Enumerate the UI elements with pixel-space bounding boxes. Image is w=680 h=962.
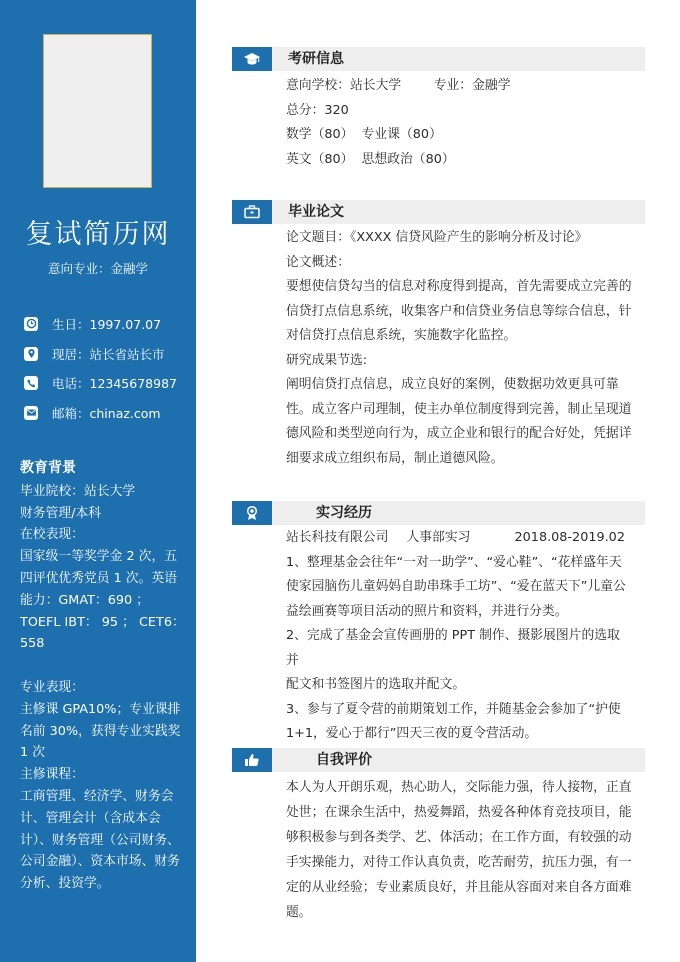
kaoyan-line: 意向学校：站长大学 专业：金融学 <box>286 78 511 93</box>
self-line: 手实操能力，对待工作认真负责，吃苦耐劳，抗压力强，有一 <box>286 855 632 870</box>
intern-content <box>286 526 632 747</box>
candidate-name: 复试简历网 <box>25 219 171 250</box>
thumbs-up-icon <box>232 748 272 772</box>
edu-line: 财务管理/本科 <box>20 505 102 521</box>
intended-major: 意向专业：金融学 <box>47 261 148 276</box>
intern-line: 使家园脑伤儿童妈妈自助串珠手工坊”、“爱在蓝天下”儿童公 <box>286 579 626 594</box>
intern-line: 2、完成了基金会宣传画册的 PPT 制作、摄影展图片的选取并 <box>286 628 620 668</box>
contact-phone <box>24 368 177 398</box>
thesis-line: 论文题目：《XXXX 信贷风险产生的影响分析及讨论》 <box>286 230 588 245</box>
contact-list <box>24 309 177 428</box>
section-title: 自我评价 <box>316 752 372 768</box>
contact-residence <box>24 339 177 369</box>
thesis-line: 德风险和类型逆向行为，成立企业和银行的配合好处，凭据详 <box>286 426 632 441</box>
edu-line: 计）、财务管理（公司财务、 <box>20 832 180 848</box>
photo-placeholder <box>43 34 152 188</box>
self-line: 定的从业经验；专业素质良好，并且能从容面对来自各方面难 <box>286 880 632 895</box>
location-icon <box>24 347 38 361</box>
education-block <box>20 458 186 895</box>
intern-line: 3、参与了夏令营的前期策划工作，并随基金会参加了“护使 <box>286 701 621 717</box>
education-title: 教育背景 <box>20 460 76 476</box>
intern-line: 配文和书签图片的选取并配文。 <box>286 677 466 692</box>
briefcase-icon <box>232 200 272 224</box>
contact-email <box>24 398 177 428</box>
self-line: 本人为人开朗乐观，热心助人，交际能力强，待人接物，正直 <box>286 780 632 795</box>
edu-line: 分析、投资学。 <box>20 876 110 892</box>
thesis-line: 阐明信贷打点信息，成立良好的案例，使数据功效更具可靠 <box>286 377 619 392</box>
section-header-kaoyan <box>232 47 645 71</box>
intern-company: 站长科技有限公司 <box>286 530 389 545</box>
edu-line: 558 <box>20 636 45 652</box>
edu-line: 国家级一等奖学金 2 次，五 <box>20 549 178 565</box>
edu-line: TOEFL IBT： 95 ； CET6： <box>20 614 185 630</box>
edu-line: 专业表现： <box>20 679 84 695</box>
clock-icon <box>24 317 38 331</box>
thesis-line: 对信贷打点信息系统，实施数字化监控。 <box>286 328 517 343</box>
intern-date: 2018.08-2019.02 <box>514 530 625 545</box>
section-title: 考研信息 <box>288 51 344 67</box>
edu-line: 1 次 <box>20 745 46 761</box>
thesis-line: 要想使信贷勾当的信息对称度得到提高，首先需要成立完善的 <box>286 279 632 294</box>
intern-line: 1+1，爱心于都行”四天三夜的夏令营活动。 <box>286 726 538 741</box>
contact-text: 现居：站长省站长市 <box>52 346 165 362</box>
section-header-thesis <box>232 200 645 224</box>
intern-role: 人事部实习 <box>406 530 471 545</box>
edu-line: 主修课 GPA10%；专业课排 <box>20 701 181 717</box>
thesis-line: 性。成立客户司理制，使主办单位制度得到完善，制止呈现道 <box>286 401 632 417</box>
self-line: 题。 <box>286 905 312 920</box>
self-content <box>286 775 632 925</box>
edu-line: 计、管理会计（含成本会 <box>20 810 161 826</box>
section-header-intern <box>232 501 645 525</box>
thesis-line: 细要求成立组织布局，制止道德风险。 <box>286 450 504 466</box>
edu-line: 主修课程： <box>20 767 84 783</box>
intern-line: 1、整理基金会往年“一对一助学”、“爱心鞋”、“花样盛年天 <box>286 554 622 570</box>
kaoyan-line: 英文（80） 思想政治（80） <box>286 151 455 167</box>
edu-line: 名前 30%，获得专业实践奖 <box>20 723 181 739</box>
edu-line: 能力：GMAT：690 ； <box>20 592 150 608</box>
kaoyan-line: 总分：320 <box>286 102 349 118</box>
edu-line: 四评优优秀党员 1 次。英语 <box>20 570 178 586</box>
award-medal-icon <box>232 501 272 525</box>
thesis-line: 研究成果节选: <box>286 352 368 368</box>
edu-line: 工商管理、经济学、财务会 <box>20 788 174 804</box>
contact-birthday <box>24 309 177 339</box>
section-title: 实习经历 <box>316 505 372 521</box>
contact-text: 电话：12345678987 <box>52 376 177 392</box>
mail-icon <box>24 406 38 420</box>
intern-header <box>286 526 632 551</box>
self-line: 处世；在课余生活中，热爱舞蹈，热爱各种体育竞技项目，能 <box>286 805 632 820</box>
edu-line: 在校表现： <box>20 527 84 543</box>
thesis-line: 信贷打点信息系统，收集客户和信贷业务信息等综合信息，针 <box>286 303 632 319</box>
section-header-self <box>232 748 645 772</box>
sidebar <box>0 0 196 962</box>
kaoyan-line: 数学（80） 专业课（80） <box>286 127 442 142</box>
graduation-cap-icon <box>232 47 272 71</box>
intern-line: 益绘画赛等项目活动的照片和资料，并进行分类。 <box>286 603 568 619</box>
section-title: 毕业论文 <box>288 204 344 220</box>
self-line: 够积极参与到各类学、艺、体活动；在工作方面，有较强的动 <box>286 830 632 845</box>
edu-line: 公司金融）、资本市场、财务 <box>20 854 180 870</box>
edu-line: 毕业院校：站长大学 <box>20 483 136 499</box>
contact-text: 生日：1997.07.07 <box>52 316 162 332</box>
contact-text: 邮箱：chinaz.com <box>52 405 161 421</box>
thesis-content <box>286 226 632 471</box>
phone-icon <box>24 376 38 390</box>
kaoyan-content <box>286 74 632 172</box>
thesis-line: 论文概述： <box>286 254 350 270</box>
